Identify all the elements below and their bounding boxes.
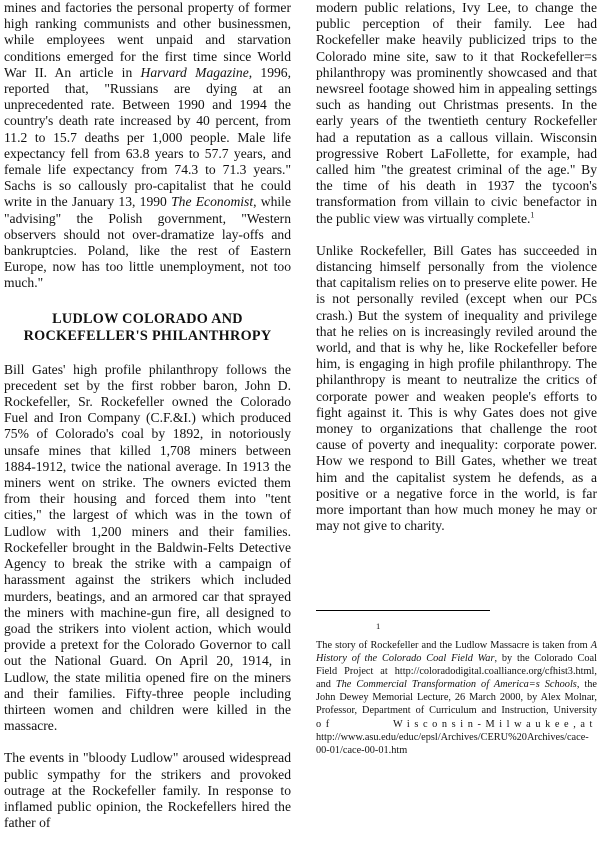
left-paragraph-2: Bill Gates' high profile philanthropy follows the precedent set by the first robber baron, John D. Rockefeller, Sr. Rockefeller owned the Colorado Fuel and Iron Company (C.F.&I.) which produced 75% of Colorado's coal by 1892, in notoriously unsafe mines that killed 1,708 miners between 1884-1912, twice the national average. In 1913 the miners went on strike. The owners evicted them from their housing and forced them into "tent cities," the largest of which was in the town of Ludlow with 1,200 miners and their families. Rockefeller brought in the Baldwin-Felts Detective Agency to break the strike with a campaign of harassment against the strikers which included murders, beatings, and an armored car that sprayed the miners with machine-gun fire, all designed to goad the strikers into violent action, which would provide a pretext for the Colorado Governor to call out the National Guard. On April 20, 1914, in Ludlow, the state militia opened fire on the miners and their families. Fifty-three people including thirteen women and children were killed in the massacre. [4, 361, 291, 734]
left-column [4, 0, 291, 847]
right-paragraph-1: modern public relations, Ivy Lee, to change the public perception of their family. Lee had Rockefeller make heavily publicized trips to the Colorado mine site, saw to it that Rockefeller=s philanthropy was prominently showcased and that newsreel footage showed him in appealing settings such as handing out Christmas presents. In the early years of the twentieth century Rockefeller had a reputation as a callous villain. Wisconsin progressive Robert LaFollette, for example, had called him "the greatest criminal of the age." By the time of his death in 1937 the tycoon's transformation from villain to civic benefactor in the public view was virtually complete.$^1$ [316, 0, 597, 226]
right-column [316, 0, 597, 551]
left-paragraph-1: mines and factories the personal property of former high ranking communists and other businessmen, while employees went unpaid and starvation conditions emerged for the first time since World War II. An article in Harvard Magazine, 1996, reported that, "Russians are dying at an unprecedented rate. Between 1990 and 1994 the country's death rate increased by 40 percent, from 11.2 to 15.7 deaths per 1,000 people. Male life expectancy fell from 63.8 years to 57.7 years, and female life expectancy from 74.3 to 71.3 years." Sachs is so callously pro-capitalist that he could write in the January 13, 1990 The Economist, while "advising" the Polish government, "Western observers should not over-dramatize lay-offs and bankruptcies. Poland, like the rest of Eastern Europe, now has too little unemployment, not too much." [4, 0, 291, 291]
section-heading [4, 311, 291, 346]
footnote-divider [316, 610, 490, 611]
left-paragraph-3: The events in "bloody Ludlow" aroused widespread public sympathy for the strikers and provoked outrage at the Rockefeller family. In response to inflamed public opinion, the Rockefellers hired the father of [4, 750, 291, 831]
heading-line-2: ROCKEFELLER'S PHILANTHROPY [23, 328, 272, 345]
footnote-reference: 1 [530, 210, 535, 220]
heading-line-1: LUDLOW COLORADO AND [52, 310, 243, 327]
footnote-text: The story of Rockefeller and the Ludlow Massacre is taken from A History of the Colorado Coal Field War, by the Colorado Coal Field Project at http://coloradodigital.coalliance.org/cfhist3.html, and The Commercial Transformation of America=s Schools, the John Dewey Memorial Lecture, 26 March 2000, by Alex Molnar, Professor, Department of Curriculum and Instruction, University of Wisconsin-Milwaukee,at http://www.asu.edu/educ/epsl/Archives/CERU%20Archives/cace-00-01/cace-00-01.htm [316, 640, 597, 756]
right-paragraph-2: Unlike Rockefeller, Bill Gates has succeeded in distancing himself personally from the violence that capitalism relies on to preserve elite power. He is not personally reviled (except when our PCs crash.) But the system of inequality and privilege that he relies on is increasingly reviled around the world, and that is why he, like Rockefeller before him, is engaging in high profile philanthropy. The philanthropy is meant to neutralize the critics of corporate power and weaken people's efforts to fight against it. This is why Gates does not give money to organizations that challenge the root cause of poverty and inequality: corporate power. How we respond to Bill Gates, whether we treat him and the capitalist system he defends, as a positive or a negative force in the world, is far more important than how much money he may or may not give to charity. [316, 242, 597, 534]
footnote-marker: 1 [376, 621, 381, 631]
